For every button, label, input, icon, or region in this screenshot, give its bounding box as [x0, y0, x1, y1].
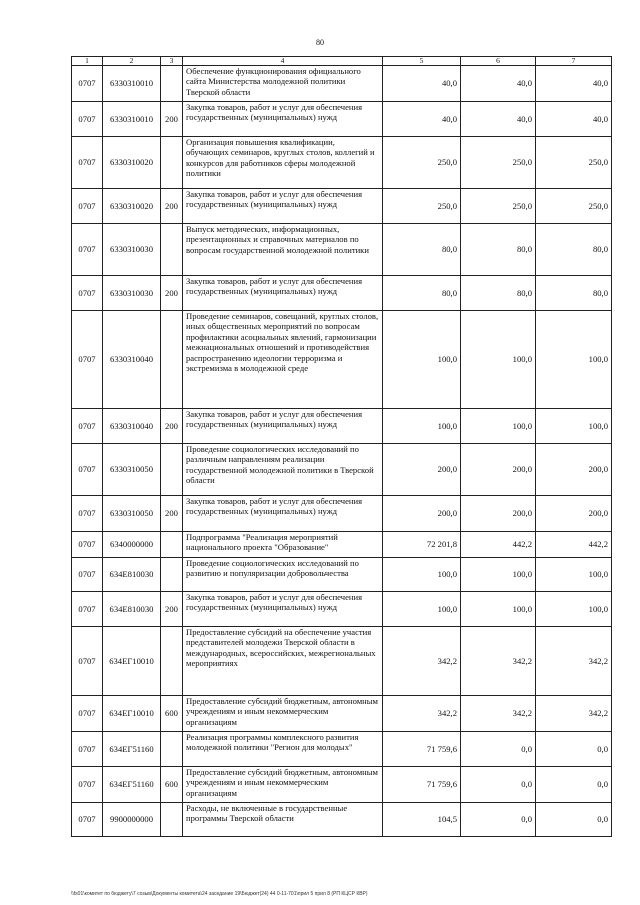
cell-vr [161, 66, 183, 102]
cell-csr: 6330310030 [103, 224, 161, 276]
cell-value-3: 200,0 [536, 496, 612, 532]
cell-value-2: 80,0 [461, 224, 536, 276]
cell-rz: 0707 [72, 627, 103, 696]
cell-vr: 200 [161, 276, 183, 311]
header-row [72, 57, 612, 66]
cell-vr [161, 224, 183, 276]
cell-vr: 200 [161, 592, 183, 627]
cell-value-2: 40,0 [461, 66, 536, 102]
table-row [72, 137, 612, 189]
cell-value-3: 80,0 [536, 276, 612, 311]
cell-value-1: 250,0 [383, 189, 461, 224]
header-cell-6: 6 [461, 57, 536, 66]
cell-value-1: 104,5 [383, 803, 461, 837]
table-row [72, 627, 612, 696]
cell-value-3: 342,2 [536, 627, 612, 696]
table-row [72, 532, 612, 558]
header-cell-3: 3 [161, 57, 183, 66]
cell-csr: 6330310050 [103, 444, 161, 496]
table-row [72, 558, 612, 592]
cell-csr: 6330310040 [103, 409, 161, 444]
header-cell-1: 1 [72, 57, 103, 66]
cell-name: Закупка товаров, работ и услуг для обеспечения государственных (муниципальных) нужд [183, 496, 383, 532]
budget-table [71, 56, 612, 837]
table-row [72, 732, 612, 767]
cell-name: Проведение семинаров, совещаний, круглых столов, иных общественных мероприятий по вопросам профилактики асоциальных явлений, гармонизации межнациональных отношений и противодействия распространению идеологии терроризма и экстремизма в молодежной среде [183, 311, 383, 409]
cell-value-2: 100,0 [461, 409, 536, 444]
cell-value-3: 40,0 [536, 102, 612, 137]
cell-value-3: 100,0 [536, 409, 612, 444]
cell-name: Закупка товаров, работ и услуг для обеспечения государственных (муниципальных) нужд [183, 592, 383, 627]
cell-rz: 0707 [72, 66, 103, 102]
cell-value-2: 342,2 [461, 696, 536, 732]
table-row [72, 803, 612, 837]
cell-rz: 0707 [72, 224, 103, 276]
cell-vr: 200 [161, 496, 183, 532]
cell-vr [161, 444, 183, 496]
cell-value-3: 40,0 [536, 66, 612, 102]
cell-csr: 6330310030 [103, 276, 161, 311]
cell-value-2: 0,0 [461, 732, 536, 767]
cell-value-2: 250,0 [461, 137, 536, 189]
cell-value-1: 250,0 [383, 137, 461, 189]
cell-csr: 6330310020 [103, 189, 161, 224]
header-cell-5: 5 [383, 57, 461, 66]
table-row [72, 224, 612, 276]
cell-vr: 600 [161, 696, 183, 732]
cell-value-2: 200,0 [461, 444, 536, 496]
table-row [72, 276, 612, 311]
cell-rz: 0707 [72, 137, 103, 189]
cell-name: Предоставление субсидий на обеспечение участия представителей молодежи Тверской области в международных, всероссийских, межрегиональных мероприятиях [183, 627, 383, 696]
footer-path: \\fs01\комитет по бюджету\7 созыв\Документы комитета\24 заседание 19\Бюджет(24) 44 0-11-701\прил 5 прил 8 (РП КЦСР КВР) [71, 891, 368, 897]
table-row [72, 496, 612, 532]
cell-rz: 0707 [72, 496, 103, 532]
cell-value-2: 442,2 [461, 532, 536, 558]
cell-value-1: 100,0 [383, 558, 461, 592]
cell-rz: 0707 [72, 532, 103, 558]
cell-name: Предоставление субсидий бюджетным, автономным учреждениям и иным некоммерческим организациям [183, 696, 383, 732]
cell-value-2: 250,0 [461, 189, 536, 224]
cell-vr: 200 [161, 189, 183, 224]
cell-value-3: 100,0 [536, 592, 612, 627]
cell-value-1: 80,0 [383, 224, 461, 276]
cell-csr: 6340000000 [103, 532, 161, 558]
cell-name: Предоставление субсидий бюджетным, автономным учреждениям и иным некоммерческим организациям [183, 767, 383, 803]
cell-value-1: 80,0 [383, 276, 461, 311]
cell-value-2: 100,0 [461, 592, 536, 627]
cell-value-1: 71 759,6 [383, 732, 461, 767]
cell-csr: 634ЕГ10010 [103, 696, 161, 732]
table-row [72, 189, 612, 224]
cell-rz: 0707 [72, 592, 103, 627]
cell-csr: 634Е810030 [103, 592, 161, 627]
cell-vr [161, 137, 183, 189]
cell-csr: 634ЕГ51160 [103, 767, 161, 803]
table-row [72, 696, 612, 732]
cell-value-1: 100,0 [383, 311, 461, 409]
cell-name: Реализация программы комплексного развития молодежной политики "Регион для молодых" [183, 732, 383, 767]
cell-rz: 0707 [72, 276, 103, 311]
cell-value-2: 100,0 [461, 311, 536, 409]
cell-csr: 6330310040 [103, 311, 161, 409]
header-cell-4: 4 [183, 57, 383, 66]
cell-rz: 0707 [72, 102, 103, 137]
cell-value-3: 250,0 [536, 189, 612, 224]
table-row [72, 102, 612, 137]
cell-rz: 0707 [72, 311, 103, 409]
cell-value-3: 442,2 [536, 532, 612, 558]
cell-value-3: 100,0 [536, 558, 612, 592]
cell-vr: 600 [161, 767, 183, 803]
cell-value-3: 250,0 [536, 137, 612, 189]
cell-value-1: 71 759,6 [383, 767, 461, 803]
cell-rz: 0707 [72, 189, 103, 224]
cell-rz: 0707 [72, 696, 103, 732]
cell-name: Обеспечение функционирования официального сайта Министерства молодежной политики Тверской области [183, 66, 383, 102]
table-row [72, 409, 612, 444]
table-row [72, 592, 612, 627]
cell-value-2: 40,0 [461, 102, 536, 137]
cell-vr [161, 558, 183, 592]
page-number: 80 [316, 38, 324, 47]
cell-value-3: 0,0 [536, 767, 612, 803]
cell-value-1: 100,0 [383, 592, 461, 627]
cell-value-2: 0,0 [461, 767, 536, 803]
cell-name: Закупка товаров, работ и услуг для обеспечения государственных (муниципальных) нужд [183, 276, 383, 311]
cell-vr [161, 311, 183, 409]
table-row [72, 444, 612, 496]
cell-vr [161, 803, 183, 837]
cell-value-1: 200,0 [383, 444, 461, 496]
cell-name: Закупка товаров, работ и услуг для обеспечения государственных (муниципальных) нужд [183, 102, 383, 137]
cell-vr: 200 [161, 102, 183, 137]
table-row [72, 66, 612, 102]
cell-csr: 634Е810030 [103, 558, 161, 592]
cell-rz: 0707 [72, 732, 103, 767]
cell-value-2: 342,2 [461, 627, 536, 696]
cell-value-3: 0,0 [536, 803, 612, 837]
cell-csr: 634ЕГ51160 [103, 732, 161, 767]
header-cell-2: 2 [103, 57, 161, 66]
cell-value-1: 200,0 [383, 496, 461, 532]
cell-value-1: 72 201,8 [383, 532, 461, 558]
cell-vr: 200 [161, 409, 183, 444]
cell-value-3: 0,0 [536, 732, 612, 767]
cell-name: Закупка товаров, работ и услуг для обеспечения государственных (муниципальных) нужд [183, 189, 383, 224]
cell-csr: 6330310020 [103, 137, 161, 189]
cell-value-2: 100,0 [461, 558, 536, 592]
cell-value-1: 40,0 [383, 102, 461, 137]
cell-value-3: 200,0 [536, 444, 612, 496]
cell-name: Расходы, не включенные в государственные программы Тверской области [183, 803, 383, 837]
cell-csr: 6330310010 [103, 66, 161, 102]
cell-name: Проведение социологических исследований по развитию и популяризации добровольчества [183, 558, 383, 592]
cell-value-1: 342,2 [383, 696, 461, 732]
cell-vr [161, 732, 183, 767]
cell-value-2: 0,0 [461, 803, 536, 837]
cell-value-3: 342,2 [536, 696, 612, 732]
cell-rz: 0707 [72, 767, 103, 803]
cell-vr [161, 532, 183, 558]
table-row [72, 767, 612, 803]
cell-name: Организация повышения квалификации, обучающих семинаров, круглых столов, коллегий и конкурсов для работников сферы молодежной политики [183, 137, 383, 189]
cell-value-3: 100,0 [536, 311, 612, 409]
cell-name: Выпуск методических, информационных, презентационных и справочных материалов по вопросам государственной молодежной политики [183, 224, 383, 276]
cell-vr [161, 627, 183, 696]
cell-value-3: 80,0 [536, 224, 612, 276]
cell-rz: 0707 [72, 558, 103, 592]
cell-csr: 6330310050 [103, 496, 161, 532]
cell-name: Закупка товаров, работ и услуг для обеспечения государственных (муниципальных) нужд [183, 409, 383, 444]
cell-csr: 9900000000 [103, 803, 161, 837]
cell-value-2: 80,0 [461, 276, 536, 311]
cell-csr: 6330310010 [103, 102, 161, 137]
cell-value-1: 342,2 [383, 627, 461, 696]
cell-name: Проведение социологических исследований по различным направлениям реализации государственной молодежной политики в Тверской области [183, 444, 383, 496]
cell-value-1: 40,0 [383, 66, 461, 102]
table-row [72, 311, 612, 409]
cell-name: Подпрограмма "Реализация мероприятий национального проекта "Образование" [183, 532, 383, 558]
cell-value-2: 200,0 [461, 496, 536, 532]
cell-csr: 634ЕГ10010 [103, 627, 161, 696]
cell-rz: 0707 [72, 444, 103, 496]
table-body [72, 66, 612, 837]
header-cell-7: 7 [536, 57, 612, 66]
cell-value-1: 100,0 [383, 409, 461, 444]
cell-rz: 0707 [72, 409, 103, 444]
cell-rz: 0707 [72, 803, 103, 837]
